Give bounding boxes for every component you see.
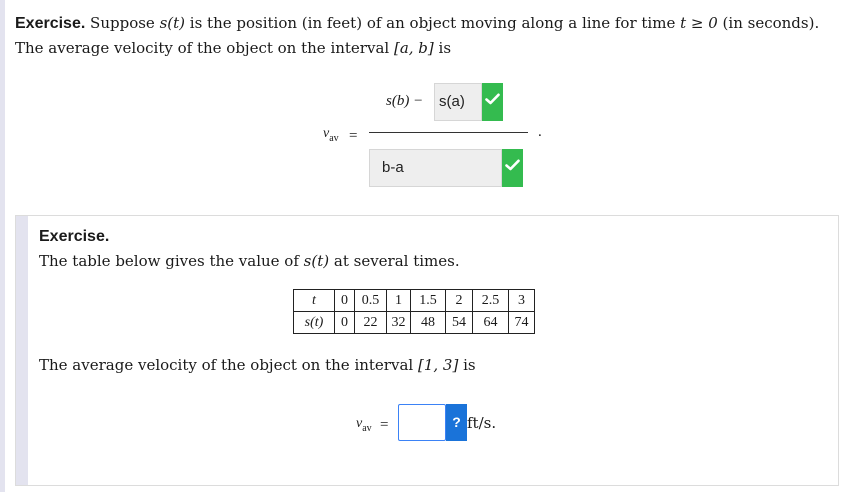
intro-text-a: Suppose [85, 14, 160, 32]
denominator-correct-icon [502, 149, 523, 187]
denominator-answer-field[interactable] [369, 149, 502, 187]
table-cell: 54 [446, 312, 473, 334]
row-label-t: t [294, 290, 335, 312]
numerator-answer-field[interactable] [434, 83, 482, 121]
table-cell: 22 [355, 312, 387, 334]
period: . [538, 124, 542, 140]
intro-s-of-t: s(t) [159, 14, 186, 32]
table-cell: 1.5 [411, 290, 446, 312]
table-cell: 2.5 [473, 290, 509, 312]
table-intro: The table below gives the value of s(t) at several times. [39, 252, 460, 270]
intro-text-c: (in seconds). The average velocity of the object on the interval [15, 14, 820, 57]
table-cell: 74 [509, 312, 535, 334]
table-cell: 2 [446, 290, 473, 312]
table-row [294, 312, 535, 334]
sub-exercise-accent-bar [16, 216, 28, 485]
table-cell: 0 [335, 312, 355, 334]
units-label: ft/s. [467, 414, 497, 432]
numerator-prefix: s(b) − [386, 93, 424, 109]
table-cell: 0 [335, 290, 355, 312]
numerator-correct-icon [482, 83, 503, 121]
table-cell: 32 [387, 312, 411, 334]
exercise-intro [15, 11, 835, 60]
intro-text-b: is the position (in feet) of an object moving along a line for time [185, 14, 681, 32]
sub-exercise-label: Exercise. [39, 228, 110, 245]
denominator-answer-value: b-a [382, 159, 404, 176]
question-text: The average velocity of the object on the interval [1, 3] is [39, 356, 476, 374]
numerator-answer-value: s(a) [439, 93, 465, 110]
values-table [293, 289, 535, 334]
vav-label-2: $v_{av}$ [356, 416, 372, 434]
row-label-s: s(t) [294, 312, 335, 334]
table-cell: 64 [473, 312, 509, 334]
table-row [294, 290, 535, 312]
help-button[interactable]: ? [446, 404, 467, 441]
exercise-label: Exercise. [15, 15, 86, 32]
intro-interval: [a, b] [393, 39, 434, 57]
intro-t-condition: t ≥ 0 [680, 14, 718, 32]
fraction-bar [369, 132, 528, 133]
velocity-answer-input[interactable] [398, 404, 446, 441]
intro-text-d: is [433, 39, 452, 57]
vav-label: $v_{av}$ [323, 126, 339, 144]
table-cell: 0.5 [355, 290, 387, 312]
equals-sign: = [349, 128, 358, 144]
left-accent-bar [0, 0, 5, 492]
table-cell: 48 [411, 312, 446, 334]
equals-sign-2: = [380, 417, 389, 433]
table-cell: 3 [509, 290, 535, 312]
table-cell: 1 [387, 290, 411, 312]
